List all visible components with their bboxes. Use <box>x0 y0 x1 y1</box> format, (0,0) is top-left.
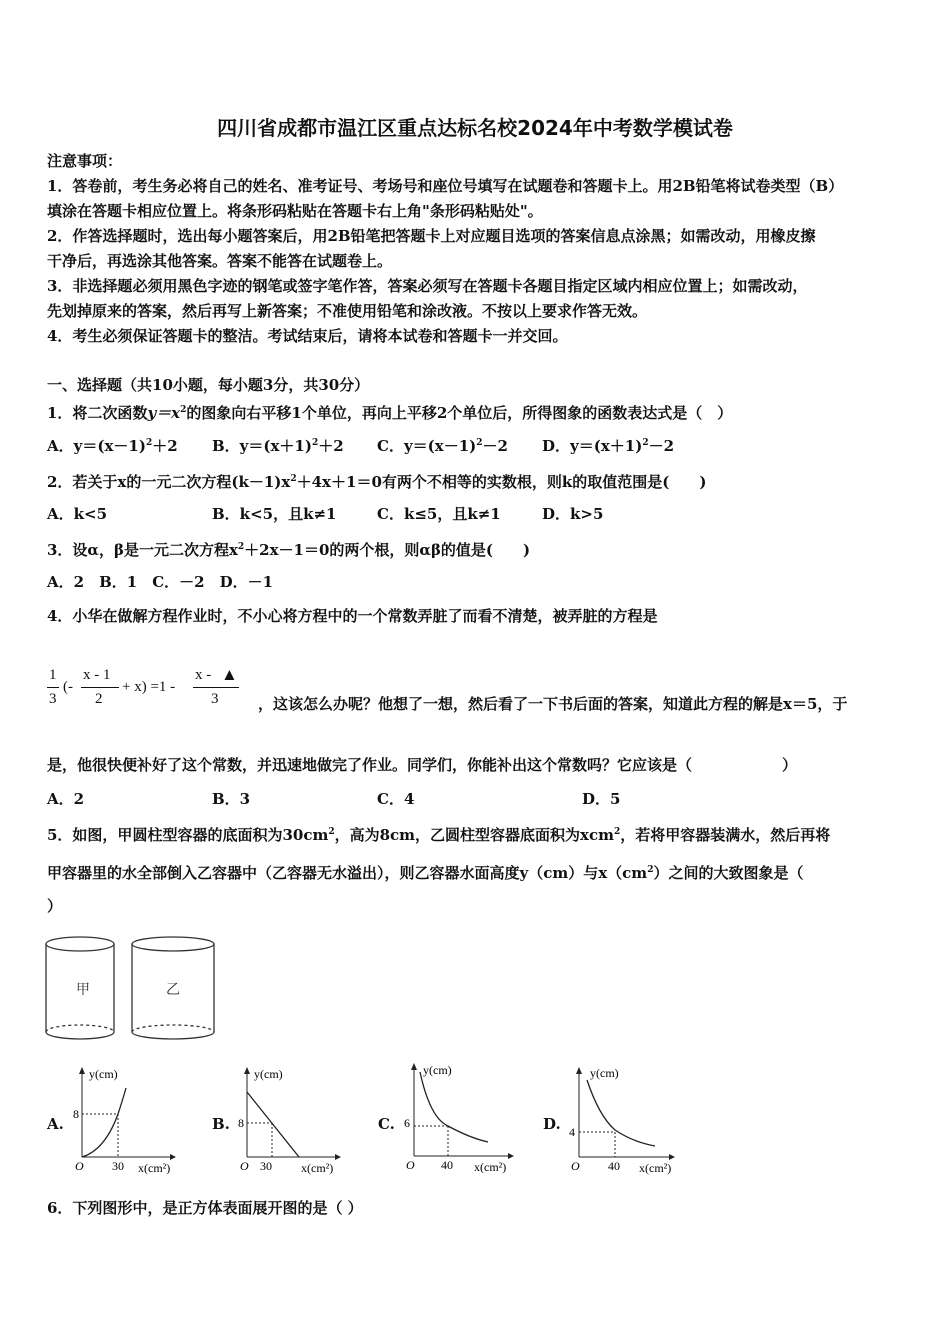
svg-text:x(cm²): x(cm²) <box>138 1161 171 1175</box>
q2-option-d[interactable]: D．k>5 <box>542 505 604 523</box>
q2-option-b[interactable]: B．k<5，且k≠1 <box>212 505 337 523</box>
q1-option-d[interactable]: D．$y=(x+1)^2-2$ <box>542 437 675 455</box>
eq-mid: + x) =1 - <box>122 679 176 695</box>
eq-one: 1 <box>49 667 57 683</box>
eq-num1: x - 1 <box>83 667 111 683</box>
svg-text:30: 30 <box>260 1159 272 1173</box>
label-jia: 甲 <box>76 983 90 998</box>
svg-text:O: O <box>571 1159 580 1173</box>
note-1b: 填涂在答题卡相应位置上。将条形码粘贴在答题卡右上角"条形码粘贴处"。 <box>47 202 543 220</box>
svg-text:O: O <box>240 1159 249 1173</box>
q1-option-c[interactable]: C．$y=(x-1)^2-2$ <box>377 437 508 455</box>
q4-option-a[interactable]: A．2 <box>47 790 85 808</box>
eq-bar-2 <box>81 687 119 688</box>
question-2: 2．若关于x的一元二次方程$(k-1)x^2+4x+1=0$有两个不相等的实数根，则k的取值范围是( ) <box>47 473 707 491</box>
question-1 <box>47 400 907 423</box>
note-3b: 先划掉原来的答案，然后再写上新答案；不准使用铅笔和涂改液。不按以上要求作答无效。 <box>47 302 648 320</box>
svg-text:x(cm²): x(cm²) <box>639 1161 672 1175</box>
question-5-cont: 甲容器里的水全部倒入乙容器中（乙容器无水溢出），则乙容器水面高度y（cm）与$x(cm^2)$之间的大致图象是（ <box>47 864 804 882</box>
svg-text:8: 8 <box>238 1116 244 1130</box>
question-3: 3．设α，β是一元二次方程$x^2+2x-1=0$的两个根，则αβ的值是( ) <box>47 541 531 559</box>
eq-bar-1 <box>47 687 59 688</box>
graph-b-label[interactable]: B. <box>212 1115 230 1133</box>
graph-d <box>565 1060 685 1180</box>
svg-text:x(cm²): x(cm²) <box>301 1161 334 1175</box>
note-3a: 3．非选择题必须用黑色字迹的钢笔或签字笔作答，答案必须写在答题卡各题目指定区域内相应位置上；如需改动， <box>47 277 808 295</box>
q1-func: y＝x <box>147 404 181 422</box>
q1-pre: 1．将二次函数 <box>47 404 148 422</box>
q3-options[interactable]: A．2 B．1 C．－2 D．－1 <box>47 573 274 591</box>
note-2a: 2．作答选择题时，选出每小题答案后，用2B铅笔把答题卡上对应题目选项的答案信息点涂黑；如需改动，用橡皮擦 <box>47 227 816 245</box>
svg-text:6: 6 <box>404 1116 410 1130</box>
graph-b <box>235 1062 350 1177</box>
q2-options <box>47 503 907 523</box>
question-5: 5．如图，甲圆柱型容器的底面积为$30cm^2$，高为8cm，乙圆柱型容器底面积为xcm$^2$，若将甲容器装满水，然后再将 <box>47 826 831 844</box>
graph-c <box>400 1058 525 1178</box>
svg-text:y(cm): y(cm) <box>254 1067 283 1081</box>
graph-d-label[interactable]: D. <box>543 1115 561 1133</box>
label-yi: 乙 <box>166 983 180 998</box>
q3-post: ＋2x－1＝0的两个根，则αβ的值是( ) <box>244 541 531 559</box>
svg-text:y(cm): y(cm) <box>423 1063 452 1077</box>
svg-text:30: 30 <box>112 1159 124 1173</box>
svg-text:y(cm): y(cm) <box>89 1067 118 1081</box>
q2-pre: 2．若关于x的一元二次方程(k－1)x <box>47 473 291 491</box>
q1-option-a[interactable]: A．$y=(x-1)^2+2$ <box>47 437 178 455</box>
graph-a <box>70 1062 185 1177</box>
note-2b: 干净后，再选涂其他答案。答案不能答在试题卷上。 <box>47 252 393 270</box>
svg-text:40: 40 <box>441 1158 453 1172</box>
svg-text:O: O <box>406 1158 415 1172</box>
note-1a: 1．答卷前，考生务必将自己的姓名、准考证号、考场号和座位号填写在试题卷和答题卡上。用2B铅笔将试卷类型（B） <box>47 177 844 195</box>
notes-heading: 注意事项： <box>47 152 123 170</box>
q1-option-b[interactable]: B．$y=(x+1)^2+2$ <box>212 437 344 455</box>
q1-post: 的图象向右平移1个单位，再向上平移2个单位后，所得图象的函数表达式是（ ） <box>186 404 733 422</box>
svg-text:y(cm): y(cm) <box>590 1066 619 1080</box>
eq-num2: x - <box>195 667 212 683</box>
q4-options <box>47 788 907 808</box>
eq-smudge: ▲ <box>221 665 238 684</box>
question-5-cont-2: ） <box>47 897 63 915</box>
svg-text:8: 8 <box>73 1107 79 1121</box>
graph-c-label[interactable]: C. <box>378 1115 395 1133</box>
graph-a-label[interactable]: A. <box>47 1115 64 1133</box>
eq-open: (- <box>63 679 73 695</box>
q4-equation <box>47 665 257 715</box>
eq-three: 3 <box>49 691 57 707</box>
q2-post: ＋4x＋1＝0有两个不相等的实数根，则k的取值范围是( ) <box>296 473 707 491</box>
section-heading: 一、选择题（共10小题，每小题3分，共30分） <box>47 376 370 394</box>
question-6: 6．下列图形中，是正方体表面展开图的是（ ） <box>47 1199 363 1217</box>
page-title: 四川省成都市温江区重点达标名校2024年中考数学模试卷 <box>217 116 733 140</box>
q3-pre: 3．设α，β是一元二次方程x <box>47 541 238 559</box>
note-4: 4．考生必须保证答题卡的整洁。考试结束后，请将本试卷和答题卡一并交回。 <box>47 327 568 345</box>
svg-text:4: 4 <box>569 1125 575 1139</box>
q1-options <box>47 435 907 455</box>
svg-text:O: O <box>75 1159 84 1173</box>
svg-text:40: 40 <box>608 1159 620 1173</box>
q4-option-c[interactable]: C．4 <box>377 790 415 808</box>
cylinders-figure <box>40 930 225 1050</box>
q1-func-sq: 2 <box>180 405 187 415</box>
q4-option-d[interactable]: D．5 <box>582 790 621 808</box>
q2-option-a[interactable]: A．k<5 <box>47 505 108 523</box>
q2-option-c[interactable]: C．k≤5，且k≠1 <box>377 505 501 523</box>
eq-bar-3 <box>193 687 239 688</box>
question-4-cont-2: 是，他很快便补好了这个常数，并迅速地做完了作业。同学们，你能补出这个常数吗？它应该是（ ） <box>47 756 798 774</box>
eq-den2: 3 <box>211 691 219 707</box>
q4-option-b[interactable]: B．3 <box>212 790 251 808</box>
eq-den1: 2 <box>95 691 103 707</box>
svg-text:x(cm²): x(cm²) <box>474 1160 507 1174</box>
question-4-cont: ，这该怎么办呢？他想了一想，然后看了一下书后面的答案，知道此方程的解是x＝5，于 <box>258 695 848 713</box>
question-4: 4．小华在做解方程作业时，不小心将方程中的一个常数弄脏了而看不清楚，被弄脏的方程是 <box>47 607 658 625</box>
